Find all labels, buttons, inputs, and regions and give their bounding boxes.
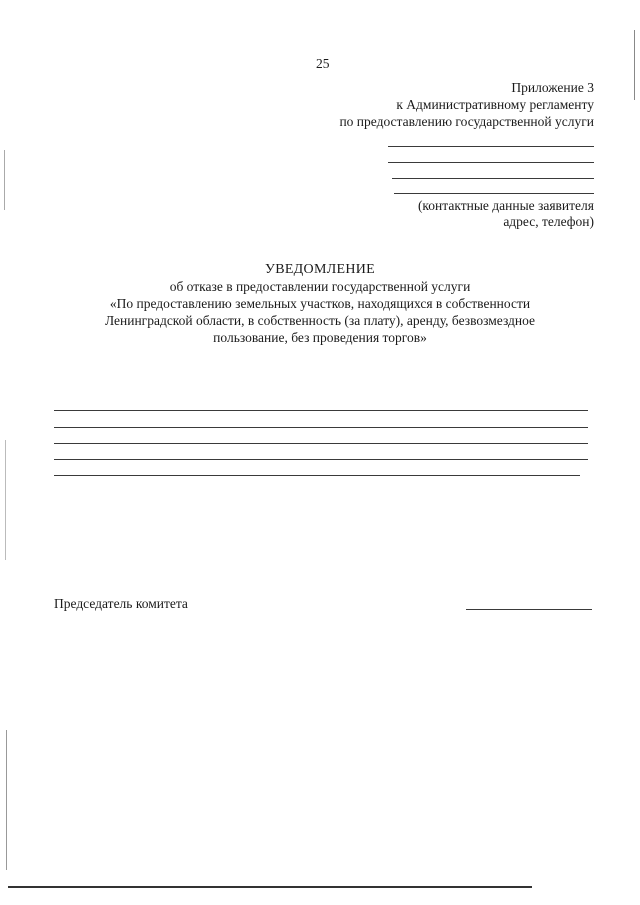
scan-edge-left-low	[6, 730, 7, 870]
applicant-caption-contacts: адрес, телефон)	[503, 214, 594, 229]
notice-title: УВЕДОМЛЕНИЕ	[264, 262, 376, 277]
scan-edge-right	[634, 30, 635, 100]
scan-edge-left-top	[4, 150, 5, 210]
notice-service-name-1: «По предоставлению земельных участков, находящихся в собственности	[109, 296, 531, 311]
scan-edge-left-mid	[5, 440, 6, 560]
notice-service-name-3: пользование, без проведения торгов»	[213, 330, 427, 345]
applicant-line-4	[394, 193, 594, 194]
reason-line-3	[54, 443, 588, 444]
scan-edge-bottom	[8, 886, 532, 888]
applicant-line-1	[388, 146, 594, 147]
appendix-regulation: к Административному регламенту	[396, 97, 594, 112]
signatory-title: Председатель комитета	[54, 596, 188, 611]
applicant-line-2	[388, 162, 594, 163]
reason-line-4	[54, 459, 588, 460]
applicant-line-3	[392, 178, 594, 179]
reason-line-5	[54, 475, 580, 476]
page-number: 25	[316, 56, 330, 71]
reason-line-2	[54, 427, 588, 428]
appendix-title: Приложение 3	[511, 80, 594, 95]
applicant-caption: (контактные данные заявителя	[417, 198, 594, 213]
signature-line	[466, 609, 592, 610]
reason-line-1	[54, 410, 588, 411]
appendix-service: по предоставлению государственной услуги	[339, 114, 594, 129]
notice-subtitle: об отказе в предоставлении государственной услуги	[169, 279, 471, 294]
notice-service-name-2: Ленинградской области, в собственность (за плату), аренду, безвозмездное	[104, 313, 536, 328]
